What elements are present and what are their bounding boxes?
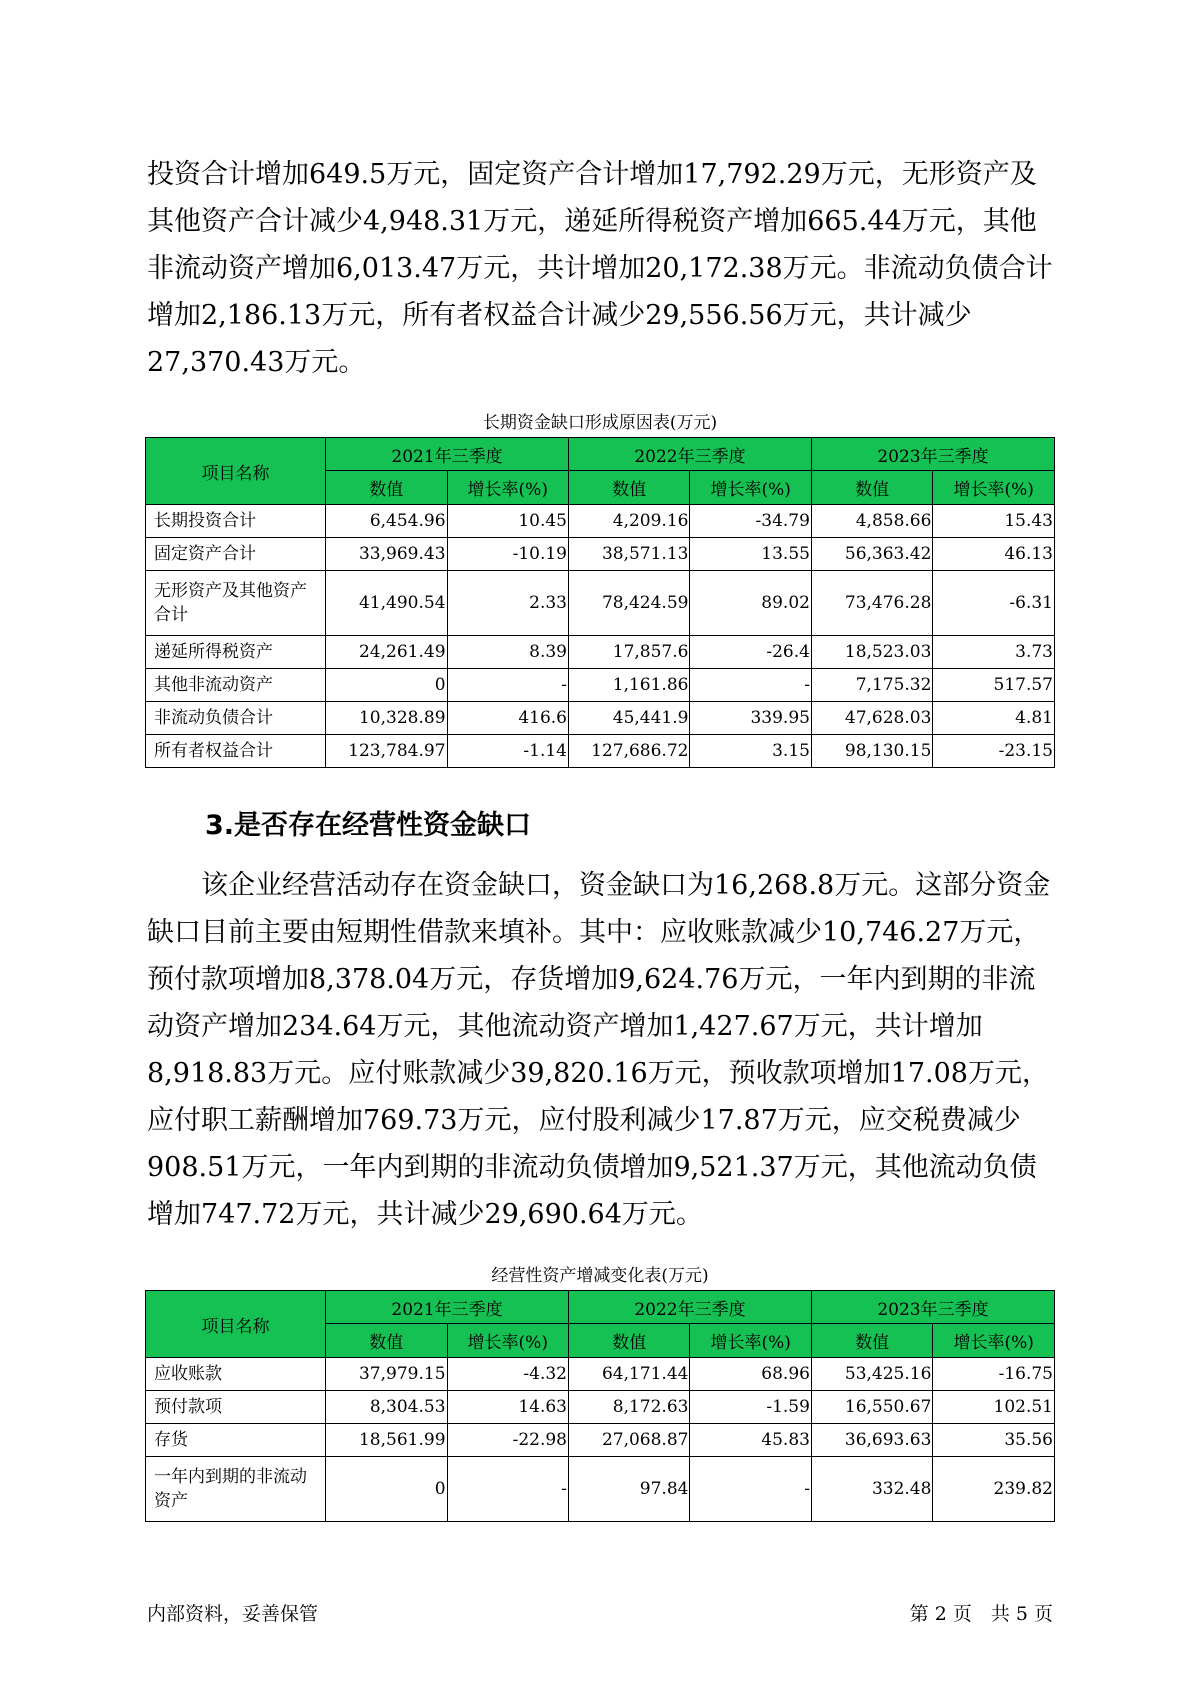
table-row — [146, 1358, 1055, 1391]
cell-value: 98,130.15 — [811, 735, 932, 768]
table-row — [146, 1457, 1055, 1522]
cell-growth: -23.15 — [933, 735, 1055, 768]
row-name: 应收账款 — [146, 1358, 326, 1391]
row-name: 所有者权益合计 — [146, 735, 326, 768]
table-row — [146, 538, 1055, 571]
section-heading: 3.是否存在经营性资金缺口 — [205, 810, 532, 841]
cell-growth: - — [690, 1457, 811, 1522]
row-name: 固定资产合计 — [146, 538, 326, 571]
cell-growth: 416.6 — [447, 702, 568, 735]
body-paragraph: 该企业经营活动存在资金缺口，资金缺口为16,268.8万元。这部分资金缺口目前主要由短期性借款来填补。其中：应收账款减少10,746.27万元，预付款项增加8,378.04万元，存货增加9,624.76万元，一年内到期的非流动资产增加234.64万元，其他流动资产增加1,427.67万元，共计增加8,918.83万元。应付账款减少39,820.16万元，预收款项增加17.08万元，应付职工薪酬增加769.73万元，应付股利减少17.87万元，应交税费减少908.51万元，一年内到期的非流动负债增加9,521.37万元，其他流动负债增加747.72万元，共计减少29,690.64万元。 — [147, 870, 1051, 1230]
cell-value: 18,523.03 — [811, 636, 932, 669]
table-row — [146, 735, 1055, 768]
table-header-row — [146, 1291, 1055, 1324]
row-name: 存货 — [146, 1424, 326, 1457]
header-value: 数值 — [326, 471, 447, 505]
header-period: 2021年三季度 — [326, 1291, 569, 1324]
cell-value: 37,979.15 — [326, 1358, 447, 1391]
row-name: 无形资产及其他资产合计 — [146, 571, 326, 636]
table-row — [146, 1424, 1055, 1457]
cell-growth: 89.02 — [690, 571, 811, 636]
row-name: 一年内到期的非流动资产 — [146, 1457, 326, 1522]
header-growth: 增长率(%) — [933, 471, 1055, 505]
cell-growth: 10.45 — [447, 505, 568, 538]
row-name: 递延所得税资产 — [146, 636, 326, 669]
header-value: 数值 — [811, 471, 932, 505]
cell-growth: 239.82 — [933, 1457, 1055, 1522]
table-row — [146, 505, 1055, 538]
cell-value: 0 — [326, 1457, 447, 1522]
row-name: 非流动负债合计 — [146, 702, 326, 735]
body-paragraph: 投资合计增加649.5万元，固定资产合计增加17,792.29万元，无形资产及其他资产合计减少4,948.31万元，递延所得税资产增加665.44万元，其他非流动资产增加6,013.47万元，共计增加20,172.38万元。非流动负债合计增加2,186.13万元，所有者权益合计减少29,556.56万元，共计减少27,370.43万元。 — [147, 159, 1053, 378]
table-title: 长期资金缺口形成原因表(万元) — [482, 413, 718, 433]
cell-growth: -1.59 — [690, 1391, 811, 1424]
cell-growth: 45.83 — [690, 1424, 811, 1457]
table-row — [146, 1391, 1055, 1424]
cell-value: 53,425.16 — [811, 1358, 932, 1391]
table-header-row — [146, 438, 1055, 471]
header-growth: 增长率(%) — [447, 1324, 568, 1358]
header-value: 数值 — [569, 471, 690, 505]
cell-growth: 13.55 — [690, 538, 811, 571]
cell-growth: - — [447, 669, 568, 702]
cell-value: 64,171.44 — [569, 1358, 690, 1391]
cell-growth: -1.14 — [447, 735, 568, 768]
cell-value: 45,441.9 — [569, 702, 690, 735]
cell-growth: 8.39 — [447, 636, 568, 669]
table-row — [146, 702, 1055, 735]
cell-value: 6,454.96 — [326, 505, 447, 538]
cell-value: 1,161.86 — [569, 669, 690, 702]
cell-growth: 339.95 — [690, 702, 811, 735]
header-growth: 增长率(%) — [690, 1324, 811, 1358]
cell-value: 123,784.97 — [326, 735, 447, 768]
header-period: 2023年三季度 — [811, 438, 1054, 471]
cell-value: 8,304.53 — [326, 1391, 447, 1424]
cell-growth: -34.79 — [690, 505, 811, 538]
cell-value: 18,561.99 — [326, 1424, 447, 1457]
table-row — [146, 669, 1055, 702]
cell-growth: 68.96 — [690, 1358, 811, 1391]
cell-growth: 4.81 — [933, 702, 1055, 735]
table-title: 经营性资产增减变化表(万元) — [491, 1266, 709, 1286]
row-name: 长期投资合计 — [146, 505, 326, 538]
table-row — [146, 636, 1055, 669]
cell-growth: 35.56 — [933, 1424, 1055, 1457]
cell-value: 27,068.87 — [569, 1424, 690, 1457]
cell-value: 38,571.13 — [569, 538, 690, 571]
header-value: 数值 — [811, 1324, 932, 1358]
footer-note: 内部资料，妥善保管 — [147, 1603, 319, 1625]
header-item-name: 项目名称 — [146, 1291, 326, 1358]
cell-value: 24,261.49 — [326, 636, 447, 669]
cell-value: 4,858.66 — [811, 505, 932, 538]
cell-value: 47,628.03 — [811, 702, 932, 735]
header-growth: 增长率(%) — [447, 471, 568, 505]
cell-value: 36,693.63 — [811, 1424, 932, 1457]
cell-growth: -10.19 — [447, 538, 568, 571]
cell-value: 41,490.54 — [326, 571, 447, 636]
header-value: 数值 — [326, 1324, 447, 1358]
cell-growth: -6.31 — [933, 571, 1055, 636]
header-growth: 增长率(%) — [690, 471, 811, 505]
header-value: 数值 — [569, 1324, 690, 1358]
table-row — [146, 571, 1055, 636]
cell-value: 17,857.6 — [569, 636, 690, 669]
cell-growth: 3.73 — [933, 636, 1055, 669]
cell-value: 73,476.28 — [811, 571, 932, 636]
cell-value: 56,363.42 — [811, 538, 932, 571]
cell-value: 4,209.16 — [569, 505, 690, 538]
cell-growth: 15.43 — [933, 505, 1055, 538]
header-period: 2021年三季度 — [326, 438, 569, 471]
cell-value: 16,550.67 — [811, 1391, 932, 1424]
cell-growth: - — [447, 1457, 568, 1522]
cell-growth: -22.98 — [447, 1424, 568, 1457]
header-growth: 增长率(%) — [933, 1324, 1055, 1358]
cell-growth: 102.51 — [933, 1391, 1055, 1424]
cell-growth: -4.32 — [447, 1358, 568, 1391]
header-period: 2022年三季度 — [569, 438, 812, 471]
cell-growth: 3.15 — [690, 735, 811, 768]
cell-value: 78,424.59 — [569, 571, 690, 636]
cell-value: 10,328.89 — [326, 702, 447, 735]
operating-assets-change-table — [145, 1290, 1055, 1522]
cell-value: 97.84 — [569, 1457, 690, 1522]
cell-growth: 2.33 — [447, 571, 568, 636]
row-name: 预付款项 — [146, 1391, 326, 1424]
cell-growth: 46.13 — [933, 538, 1055, 571]
cell-growth: 517.57 — [933, 669, 1055, 702]
cell-growth: -16.75 — [933, 1358, 1055, 1391]
header-item-name: 项目名称 — [146, 438, 326, 505]
long-term-funding-gap-table — [145, 437, 1055, 768]
cell-growth: 14.63 — [447, 1391, 568, 1424]
cell-growth: - — [690, 669, 811, 702]
header-period: 2022年三季度 — [569, 1291, 812, 1324]
row-name: 其他非流动资产 — [146, 669, 326, 702]
header-period: 2023年三季度 — [811, 1291, 1054, 1324]
page-number: 第 2 页 共 5 页 — [909, 1603, 1053, 1625]
cell-growth: -26.4 — [690, 636, 811, 669]
cell-value: 7,175.32 — [811, 669, 932, 702]
cell-value: 127,686.72 — [569, 735, 690, 768]
cell-value: 332.48 — [811, 1457, 932, 1522]
cell-value: 0 — [326, 669, 447, 702]
cell-value: 8,172.63 — [569, 1391, 690, 1424]
cell-value: 33,969.43 — [326, 538, 447, 571]
